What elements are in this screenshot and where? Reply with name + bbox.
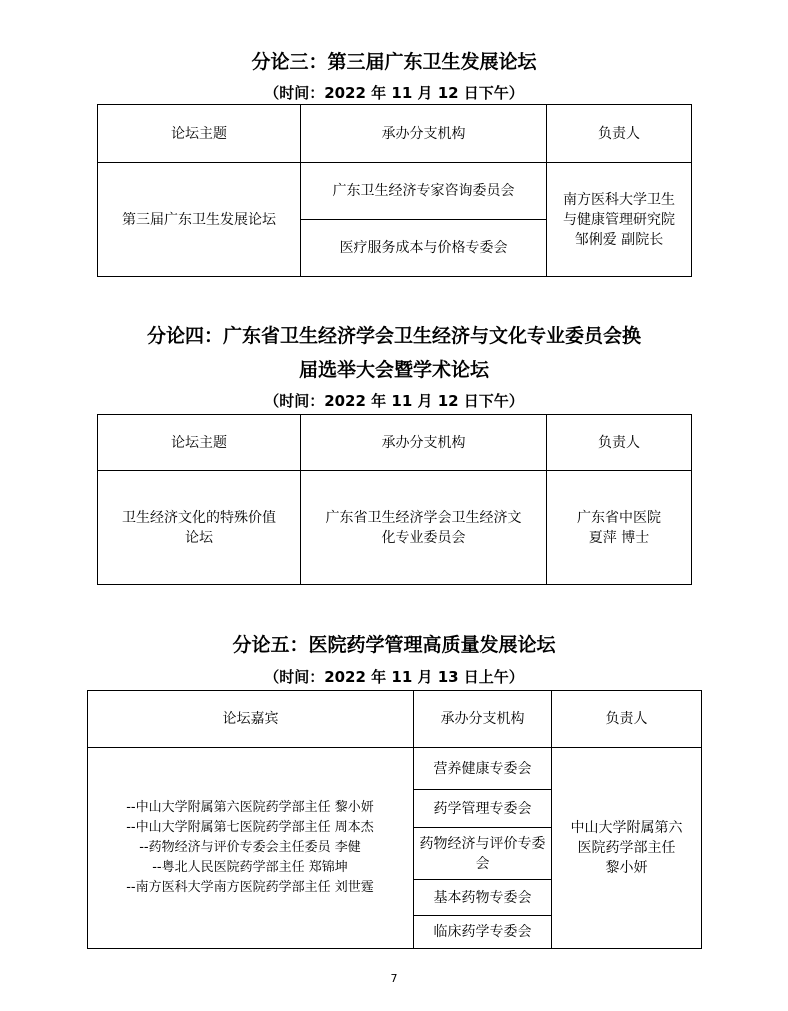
lead-line: 邹俐爱 副院长 bbox=[574, 231, 664, 248]
header-org: 承办分支机构 bbox=[301, 105, 547, 163]
header-guests: 论坛嘉宾 bbox=[88, 691, 414, 748]
header-lead: 负责人 bbox=[547, 105, 692, 163]
topic-line: 卫生经济文化的特殊价值 bbox=[122, 509, 276, 526]
section3-time: （时间：2022 年 11 月 12 日下午） bbox=[264, 84, 524, 102]
header-lead: 负责人 bbox=[547, 415, 692, 471]
header-lead: 负责人 bbox=[552, 691, 702, 748]
lead-line: 与健康管理研究院 bbox=[563, 211, 675, 228]
org-cell: 医疗服务成本与价格专委会 bbox=[301, 220, 547, 277]
lead-line: 南方医科大学卫生 bbox=[563, 191, 675, 208]
topic-cell bbox=[98, 471, 301, 585]
lead-line: 广东省中医院 bbox=[577, 509, 661, 526]
org-cell: 广东卫生经济专家咨询委员会 bbox=[301, 163, 547, 220]
org-cell: 基本药物专委会 bbox=[414, 880, 552, 916]
lead-cell bbox=[552, 748, 702, 949]
section5-title: 分论五：医院药学管理高质量发展论坛 bbox=[232, 634, 556, 656]
lead-line: 夏萍 博士 bbox=[588, 529, 650, 546]
org-cell: 临床药学专委会 bbox=[414, 916, 552, 949]
section4-title-line1: 分论四：广东省卫生经济学会卫生经济与文化专业委员会换 bbox=[146, 325, 641, 347]
org-cell bbox=[301, 471, 547, 585]
lead-line: 医院药学部主任 bbox=[577, 840, 676, 856]
page-number: 7 bbox=[390, 972, 398, 985]
guest-item: --药物经济与评价专委会主任委员 李健 bbox=[139, 840, 361, 855]
guest-item: --中山大学附属第七医院药学部主任 周本杰 bbox=[126, 820, 374, 835]
guest-item: --南方医科大学南方医院药学部主任 刘世霆 bbox=[126, 880, 374, 895]
section4-table bbox=[97, 414, 692, 585]
org-line: 化专业委员会 bbox=[381, 529, 466, 546]
header-topic: 论坛主题 bbox=[98, 415, 301, 471]
org-cell: 药学管理专委会 bbox=[414, 790, 552, 828]
section5-time: （时间：2022 年 11 月 13 日上午） bbox=[264, 668, 524, 686]
org-cell: 营养健康专委会 bbox=[414, 748, 552, 790]
header-org: 承办分支机构 bbox=[301, 415, 547, 471]
section5-table bbox=[87, 690, 702, 949]
guest-item: --中山大学附属第六医院药学部主任 黎小妍 bbox=[126, 800, 374, 815]
topic-line: 论坛 bbox=[185, 529, 213, 546]
guests-cell bbox=[88, 748, 414, 949]
lead-cell bbox=[547, 471, 692, 585]
org-cell: 药物经济与评价专委会 bbox=[414, 828, 552, 880]
guest-item: --粤北人民医院药学部主任 郑锦坤 bbox=[152, 860, 348, 875]
lead-line: 黎小妍 bbox=[605, 860, 648, 876]
section4-title-line2: 届选举大会暨学术论坛 bbox=[298, 359, 489, 381]
header-topic: 论坛主题 bbox=[98, 105, 301, 163]
lead-cell bbox=[547, 163, 692, 277]
lead-line: 中山大学附属第六 bbox=[570, 820, 683, 836]
topic-cell: 第三届广东卫生发展论坛 bbox=[98, 163, 301, 277]
section3-table bbox=[97, 104, 692, 277]
org-line: 广东省卫生经济学会卫生经济文 bbox=[325, 509, 522, 526]
header-org: 承办分支机构 bbox=[414, 691, 552, 748]
section3-title: 分论三：第三届广东卫生发展论坛 bbox=[251, 51, 537, 73]
section4-time: （时间：2022 年 11 月 12 日下午） bbox=[264, 392, 524, 410]
